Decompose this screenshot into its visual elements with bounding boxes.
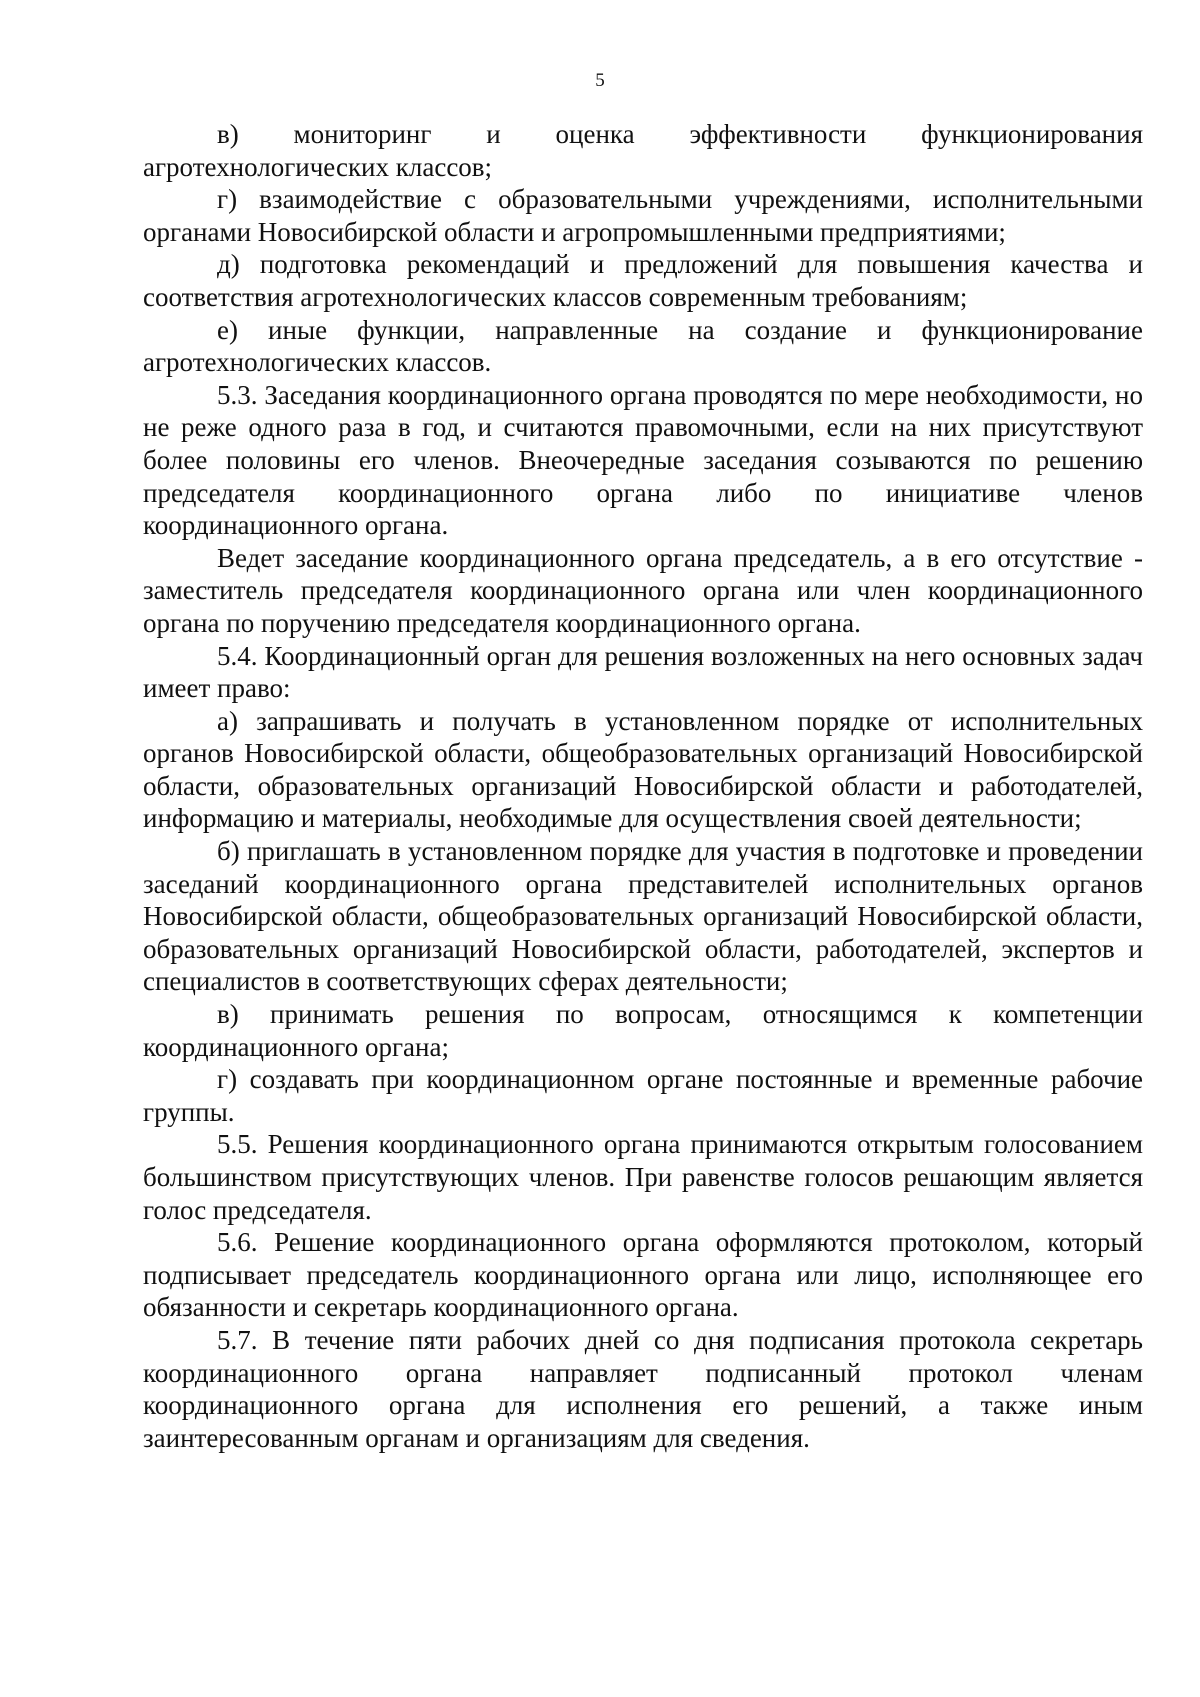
page-number: 5 xyxy=(595,70,605,91)
paragraph-v-monitoring: в) мониторинг и оценка эффективности функционирования агротехнологических классов; xyxy=(143,119,1143,182)
paragraph-g-working-groups: г) создавать при координационном органе постоянные и временные рабочие группы. xyxy=(143,1064,1143,1127)
paragraph-g-interaction: г) взаимодействие с образовательными учреждениями, исполнительными органами Новосибирской области и агропромышленными предприятиями; xyxy=(143,184,1143,247)
paragraph-meeting-chair: Ведет заседание координационного органа председатель, а в его отсутствие - заместитель председателя координационного органа или член координационного органа по поручению председателя координационного органа. xyxy=(143,542,1143,638)
paragraph-5-6-protocol: 5.6. Решение координационного органа оформляются протоколом, который подписывает председатель координационного органа или лицо, исполняющее его обязанности и секретарь координационного органа. xyxy=(143,1227,1143,1323)
paragraph-5-5-voting: 5.5. Решения координационного органа принимаются открытым голосованием большинством присутствующих членов. При равенстве голосов решающим является голос председателя. xyxy=(143,1129,1143,1225)
paragraph-e-other-functions: е) иные функции, направленные на создание и функционирование агротехнологических классов. xyxy=(143,314,1143,378)
paragraph-a-request-info: а) запрашивать и получать в установленном порядке от исполнительных органов Новосибирской области, общеобразовательных организаций Новосибирской области, образовательных организаций Новосибирской области и работодателей, информацию и материалы, необходимые для осуществления своей деятельности; xyxy=(143,705,1143,834)
paragraph-d-recommendations: д) подготовка рекомендаций и предложений для повышения качества и соответствия агротехнологических классов современным требованиям; xyxy=(143,249,1143,312)
paragraph-5-3-meetings: 5.3. Заседания координационного органа проводятся по мере необходимости, но не реже одного раза в год, и считаются правомочными, если на них присутствуют более половины его членов. Внеочередные заседания созываются по решению председателя координационного органа либо по инициативе членов координационного органа. xyxy=(143,379,1143,541)
document-body xyxy=(143,118,1143,1454)
paragraph-5-7-distribution: 5.7. В течение пяти рабочих дней со дня подписания протокола секретарь координационного органа направляет подписанный протокол членам координационного органа для исполнения его решений, а также иным заинтересованным органам и организациям для сведения. xyxy=(143,1324,1143,1453)
paragraph-5-4-rights: 5.4. Координационный орган для решения возложенных на него основных задач имеет право: xyxy=(143,640,1143,704)
paragraph-b-invite: б) приглашать в установленном порядке для участия в подготовке и проведении заседаний координационного органа представителей исполнительных органов Новосибирской области, общеобразовательных организаций Новосибирской области, образовательных организаций Новосибирской области, работодателей, экспертов и специалистов в соответствующих сферах деятельности; xyxy=(143,836,1143,997)
paragraph-v-decisions: в) принимать решения по вопросам, относящимся к компетенции координационного органа; xyxy=(143,999,1143,1062)
